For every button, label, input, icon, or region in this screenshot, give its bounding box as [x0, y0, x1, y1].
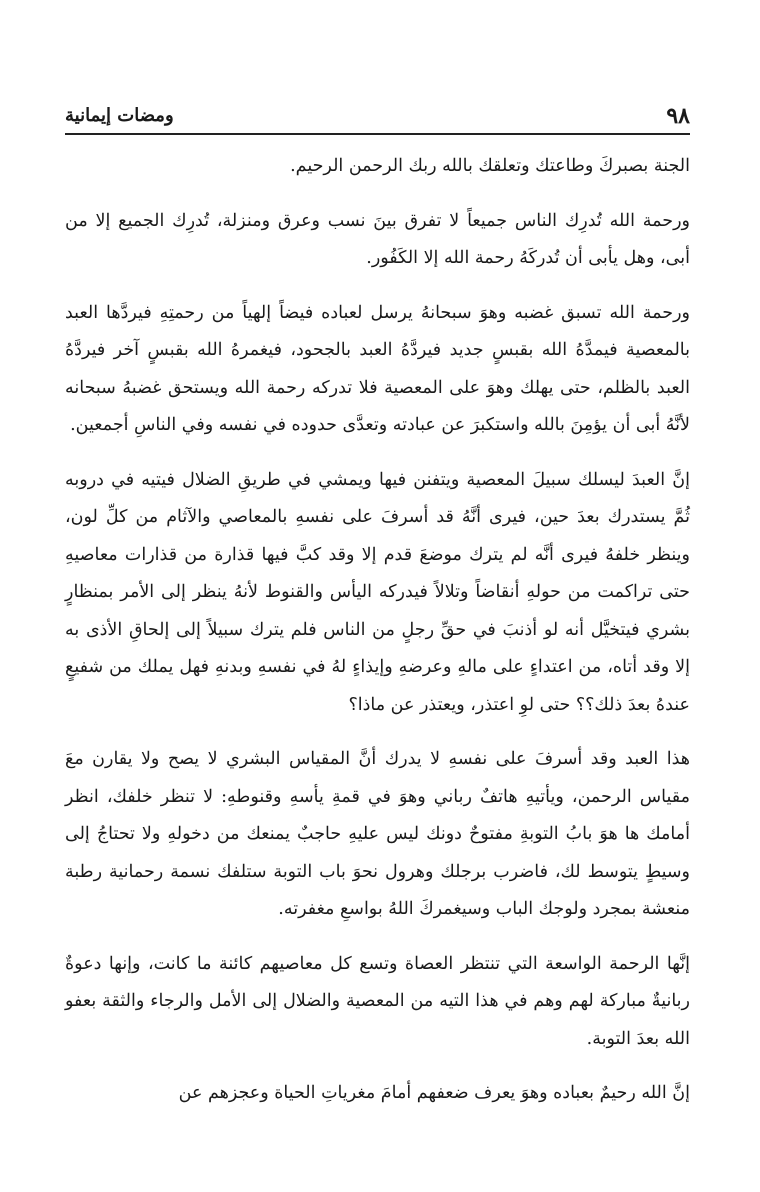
- paragraph: ورحمة الله تسبق غضبه وهوَ سبحانهُ يرسل لعباده فيضاً إلهياً من رحمتِهِ فيردَّها العبد بالمعصية فيمدَّهُ الله بقبسٍ جديد فيردَّهُ العبد بالجحود، فيغمرهُ الله بقبسٍ آخر فيردَّهُ العبد بالظلم، حتى يهلك وهوَ على المعصية فلا تدركه رحمة الله ويستحق غضبهُ سبحانه لأنَّهُ أبى أن يؤمِنَ بالله واستكبرَ عن عبادته وتعدَّى حدوده في نفسه وفي الناسِ أجمعين.: [65, 302, 690, 435]
- paragraph: ورحمة الله تُدرِك الناس جميعاً لا تفرق بينَ نسب وعرق ومنزلة، تُدرِك الجميع إلا من أبى، وهل يأبى أن تُدركَهُ رحمة الله إلا الكَفُور.: [65, 210, 690, 268]
- header-divider: [65, 133, 690, 135]
- page-header: [65, 98, 690, 130]
- paragraph: إنَّ الله رحيمٌ بعباده وهوَ يعرف ضعفهم أمامَ مغرياتِ الحياة وعجزهم عن: [178, 1083, 690, 1103]
- paragraph: الجنة بصبركَ وطاعتك وتعلقك بالله ربك الرحمن الرحيم.: [290, 156, 690, 176]
- paragraph: إنَّها الرحمة الواسعة التي تنتظر العصاة وتسع كل معاصيهم كائنة ما كانت، وإنها دعوةٌ ربانيةٌ مباركة لهم وهم في هذا التيه من المعصية والضلال إلى الأمل والرجاء والثقة بعفو الله بعدَ التوبة.: [65, 953, 690, 1049]
- running-title: ومضات إيمانية: [65, 105, 174, 126]
- page-number: ٩٨: [666, 103, 690, 129]
- paragraph: هذا العبد وقد أسرفَ على نفسهِ لا يدرك أنَّ المقياس البشري لا يصح ولا يقارن معَ مقياس الرحمن، ويأتيهِ هاتفٌ رباني وهوَ في قمةِ يأسهِ وقنوطهِ: لا تنظر خلفك، انظر أمامك ها هوَ بابُ التوبةِ مفتوحٌ دونك ليس عليهِ حاجبٌ يمنعك من دخولهِ ولا تحتاجُ إلى وسيطٍ يتوسط لك، فاضرب برجلك وهرول نحوَ باب التوبة ستلفك نسمة رحمانية رطبة منعشة بمجرد ولوجك الباب وسيغمركَ اللهُ بواسعِ مغفرته.: [65, 749, 690, 919]
- body-text: [65, 148, 690, 1130]
- paragraph: إنَّ العبدَ ليسلك سبيلَ المعصية ويتفنن فيها ويمشي في طريقِ الضلال فيتيه في دروبه ثُمَّ يستدرك بعدَ حين، فيرى أنَّهُ قد أسرفَ على نفسهِ بالمعاصي والآثام من كلِّ لون، وينظر خلفهُ فيرى أنَّه لم يترك موضعَ قدم إلا وقد كبَّ فيها قذارة من قذارات معاصيهِ حتى تراكمت من حولهِ أنقاضاً وتلالاً فيدركه اليأس والقنوط لأنهُ ينظر إلى الأمر بمنظارٍ بشري فيتخيَّل أنه لو أذنبَ في حقِّ رجلٍ من الناس فلم يترك سبيلاً إلى إلحاقِ الأذى به إلا وقد أتاه، من اعتداءٍ على مالهِ وعرضهِ وإيذاءٍ لهُ في نفسهِ وبدنهِ فهل يملك من شفيعٍ عندهُ بعدَ ذلك؟؟ حتى لوِ اعتذر، ويعتذر عن ماذا؟: [65, 469, 690, 715]
